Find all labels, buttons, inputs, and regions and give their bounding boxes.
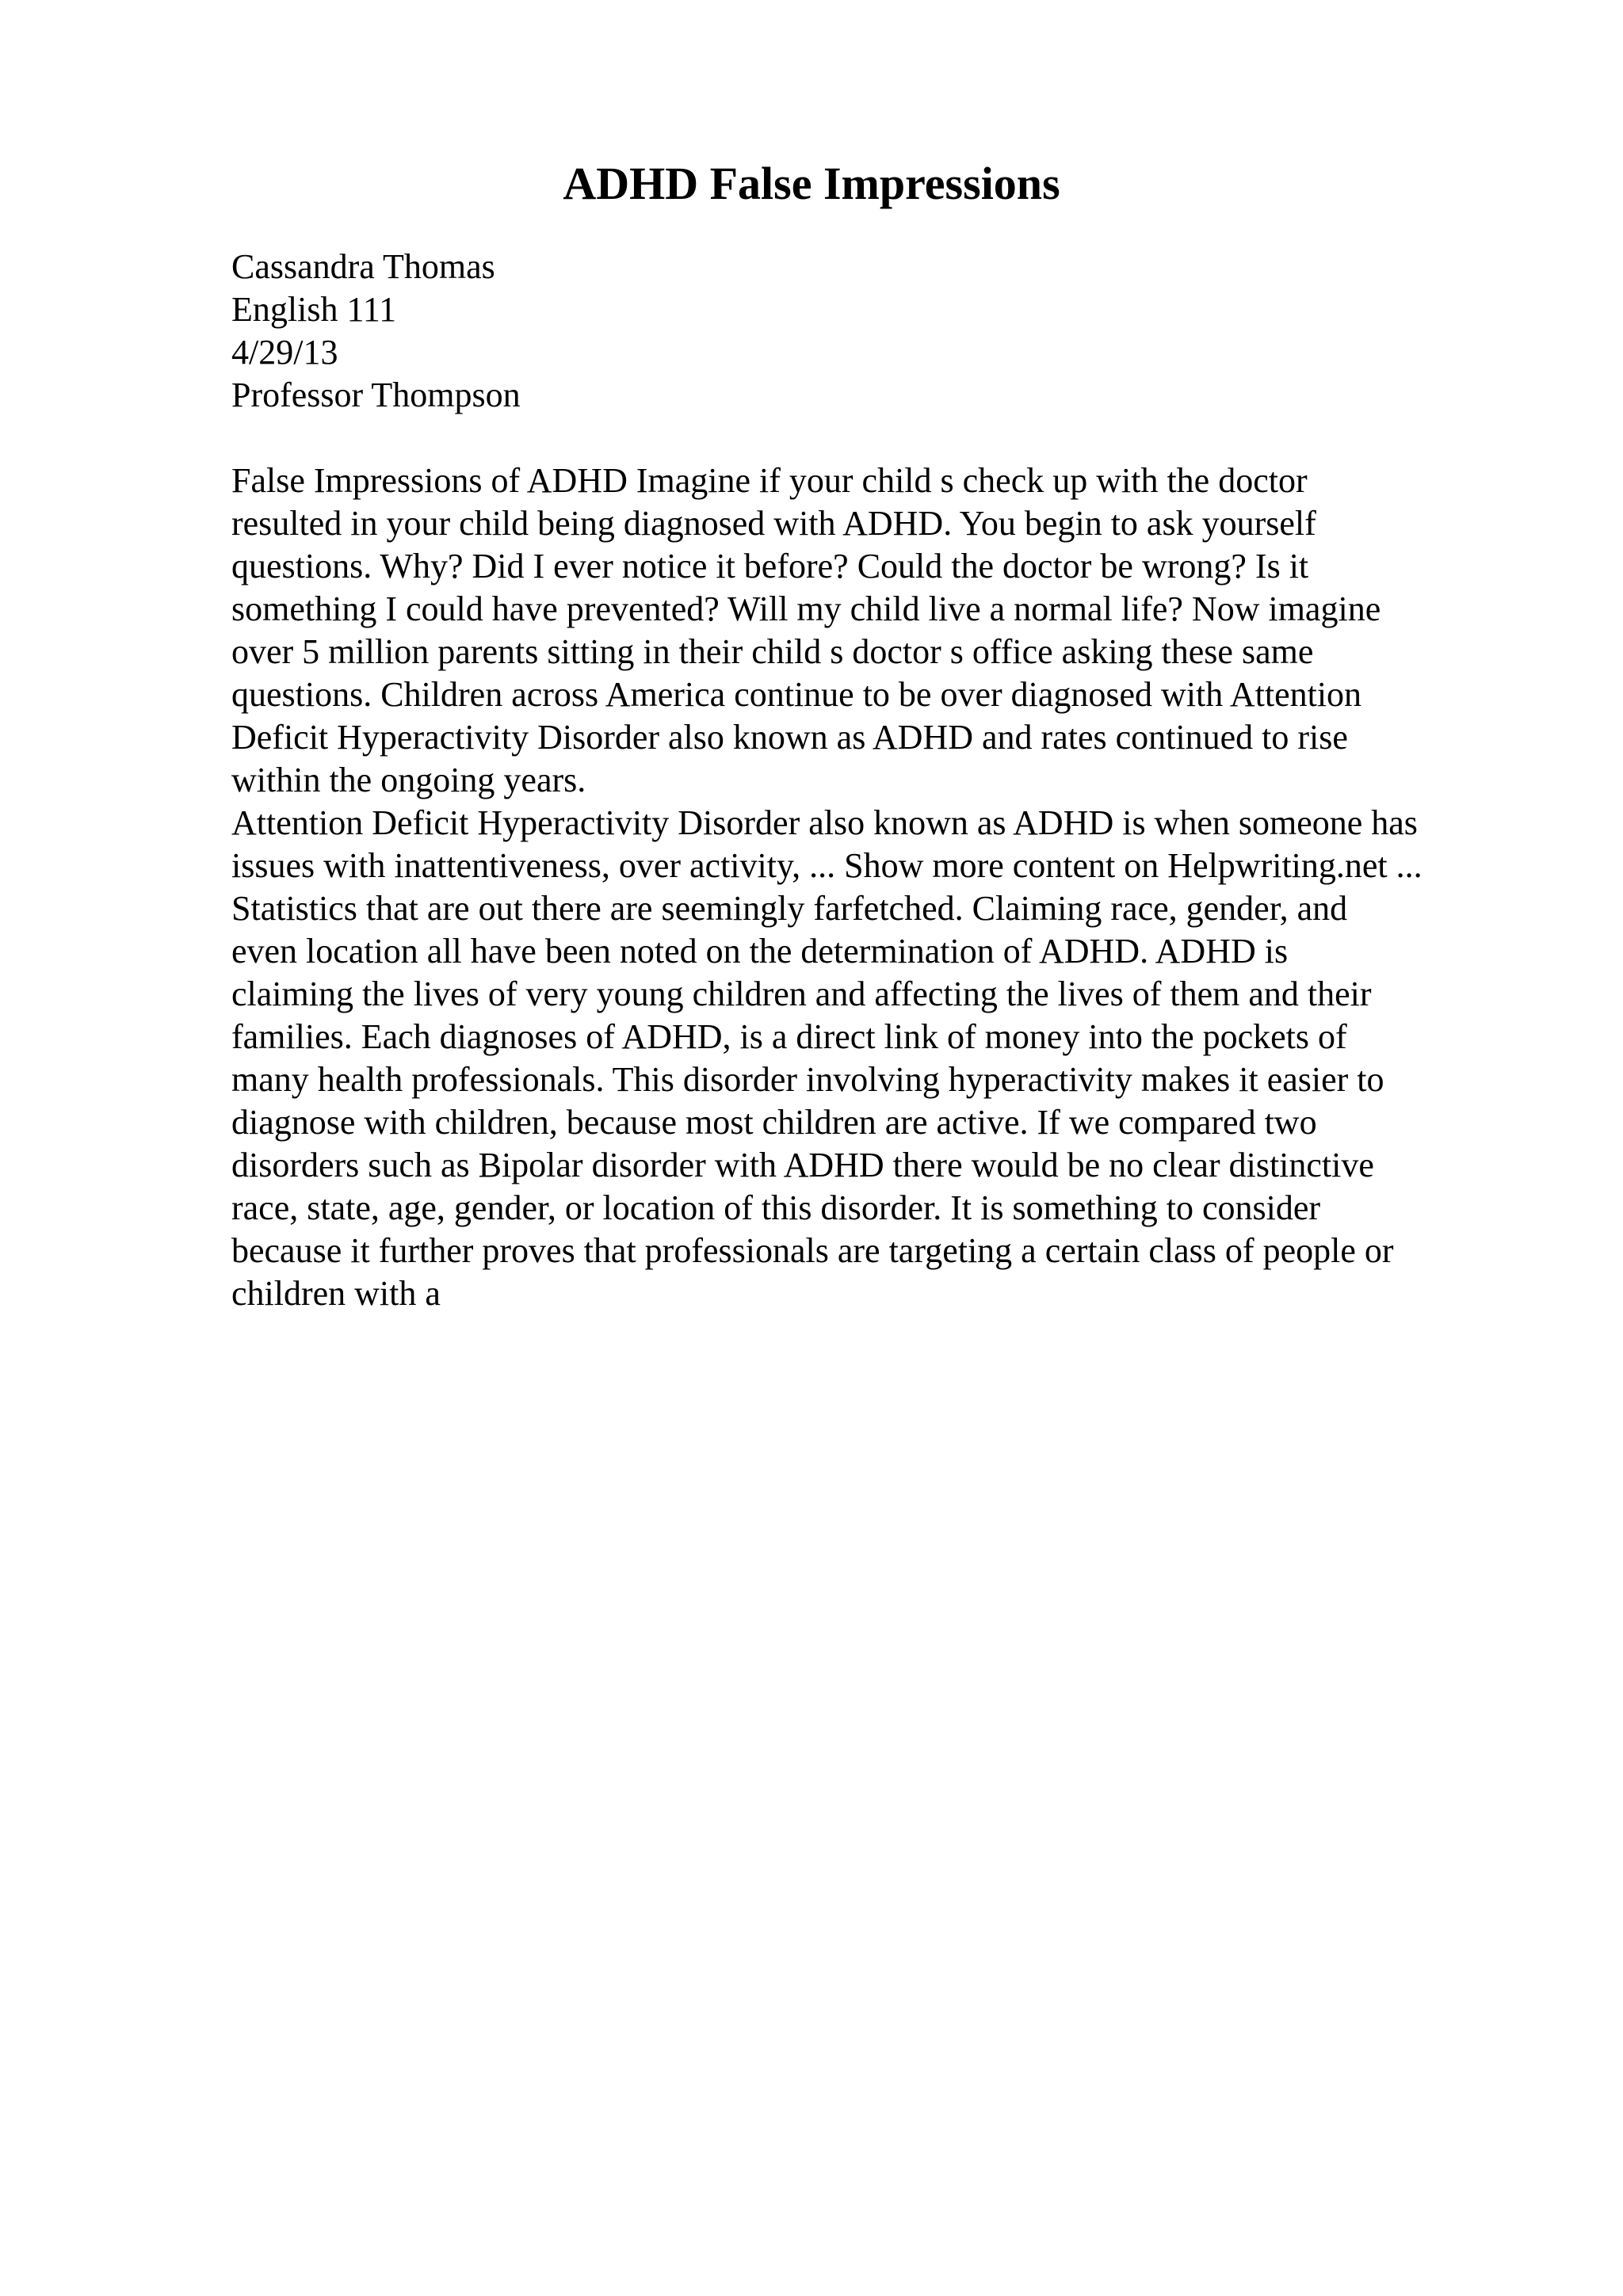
author-name: Cassandra Thomas (231, 247, 495, 286)
document-content (231, 246, 1547, 1315)
body-line: questions. Why? Did I ever notice it before? Could the doctor be wrong? Is it (231, 547, 1309, 585)
submission-date: 4/29/13 (231, 333, 338, 372)
body-line: many health professionals. This disorder involving hyperactivity makes it easier to (231, 1060, 1384, 1099)
body-line: False Impressions of ADHD Imagine if your child s check up with the doctor (231, 461, 1308, 500)
body-line: disorders such as Bipolar disorder with ADHD there would be no clear distinctive (231, 1146, 1374, 1184)
body-line: Deficit Hyperactivity Disorder also known as ADHD and rates continued to rise (231, 718, 1348, 757)
essay-body (231, 460, 1547, 1315)
body-line: families. Each diagnoses of ADHD, is a direct link of money into the pockets of (231, 1017, 1347, 1056)
body-line: over 5 million parents sitting in their child s doctor s office asking these same (231, 632, 1314, 671)
body-line: Statistics that are out there are seemingly farfetched. Claiming race, gender, and (231, 889, 1348, 928)
body-line: questions. Children across America continue to be over diagnosed with Attention (231, 675, 1362, 714)
body-line: because it further proves that professionals are targeting a certain class of people or (231, 1231, 1394, 1270)
body-line: issues with inattentiveness, over activity, ... Show more content on Helpwriting.net ... (231, 846, 1423, 885)
professor-name: Professor Thompson (231, 376, 521, 414)
body-line: Attention Deficit Hyperactivity Disorder also known as ADHD is when someone has (231, 803, 1418, 842)
body-line: even location all have been noted on the determination of ADHD. ADHD is (231, 932, 1289, 971)
body-line: within the ongoing years. (231, 761, 586, 799)
course-name: English 111 (231, 290, 397, 329)
body-line: claiming the lives of very young children and affecting the lives of them and their (231, 974, 1372, 1013)
body-line: something I could have prevented? Will my child live a normal life? Now imagine (231, 589, 1381, 628)
body-line: diagnose with children, because most children are active. If we compared two (231, 1103, 1317, 1142)
body-line: children with a (231, 1274, 441, 1313)
body-line: resulted in your child being diagnosed with ADHD. You begin to ask yourself (231, 504, 1316, 543)
body-line: race, state, age, gender, or location of this disorder. It is something to consider (231, 1188, 1321, 1227)
document-title: ADHD False Impressions (563, 158, 1060, 209)
author-info-block (231, 246, 1547, 417)
